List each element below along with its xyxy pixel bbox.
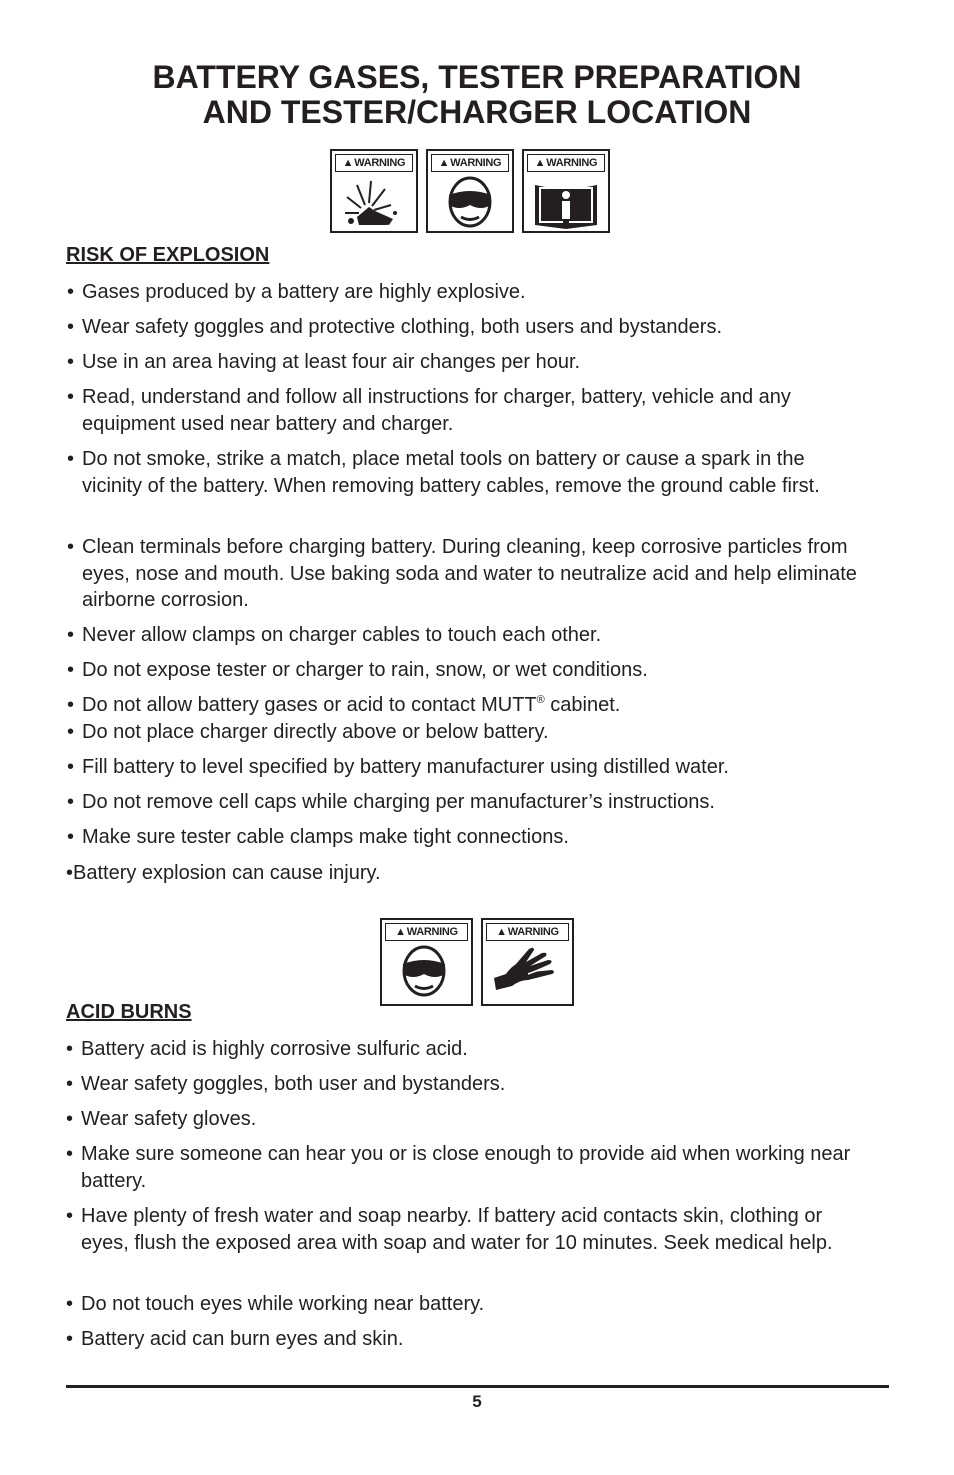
warning-label: WARNING [507, 926, 559, 938]
list-item: • Wear safety gloves. [66, 1106, 256, 1133]
list-item: • Make sure someone can hear you or is close enough to provide aid when working near battery. [66, 1141, 891, 1194]
registered-mark: ® [536, 694, 545, 706]
list-item: • Battery acid can burn eyes and skin. [66, 1326, 403, 1353]
list-item: • Do not place charger directly above or below battery. [66, 719, 549, 746]
list-item: • Do not touch eyes while working near battery. [66, 1291, 484, 1318]
safety-glove-icon [486, 944, 564, 998]
safety-goggles-icon [385, 944, 463, 998]
list-item: • Do not remove cell caps while charging per manufacturer’s instructions. [66, 789, 715, 816]
list-item: • Gases produced by a battery are highly explosive. [66, 279, 526, 306]
warning-triangle-icon: ▲ [438, 157, 450, 169]
title-line-1: BATTERY GASES, TESTER PREPARATION [152, 59, 802, 95]
list-item-mutt: • Do not allow battery gases or acid to contact MUTT® cabinet. [66, 692, 620, 719]
explosion-icon [335, 175, 413, 229]
list-item: • Never allow clamps on charger cables to touch each other. [66, 622, 601, 649]
warning-label: WARNING [406, 926, 458, 938]
warning-icons-middle [380, 918, 574, 1006]
page-number: 5 [472, 1392, 482, 1411]
warning-triangle-icon: ▲ [496, 926, 507, 938]
acid-burns-heading: ACID BURNS [66, 1001, 192, 1023]
page-title [0, 60, 954, 130]
warning-label: WARNING [450, 157, 502, 169]
warning-manual-symbol [522, 149, 610, 233]
warning-icons-top [330, 149, 610, 233]
read-manual-icon [527, 175, 605, 229]
list-item: • Clean terminals before charging battery. During cleaning, keep corrosive particles from eyes, nose and mouth. Use baking soda and water to neutralize acid and help eliminate airborne corrosion. [66, 534, 862, 614]
list-item: • Make sure tester cable clamps make tight connections. [66, 824, 569, 851]
warning-triangle-icon: ▲ [342, 157, 354, 169]
list-item: • Use in an area having at least four air changes per hour. [66, 349, 580, 376]
list-item: • Read, understand and follow all instructions for charger, battery, vehicle and any equipment used near battery and charger. [66, 384, 842, 437]
list-item: • Fill battery to level specified by battery manufacturer using distilled water. [66, 754, 729, 781]
warning-goggles-symbol [380, 918, 473, 1006]
title-line-2: AND TESTER/CHARGER LOCATION [202, 94, 752, 130]
warning-label: WARNING [546, 157, 598, 169]
explosion-closing-statement: •Battery explosion can cause injury. [66, 862, 381, 884]
warning-goggles-symbol [426, 149, 514, 233]
list-item: • Do not smoke, strike a match, place metal tools on battery or cause a spark in the vicinity of the battery. When removing battery cables, remove the ground cable first. [66, 446, 842, 499]
warning-label: WARNING [354, 157, 406, 169]
warning-triangle-icon: ▲ [534, 157, 546, 169]
list-item: • Wear safety goggles, both user and bystanders. [66, 1071, 505, 1098]
list-item: • Do not expose tester or charger to rain, snow, or wet conditions. [66, 657, 648, 684]
footer-rule [66, 1385, 889, 1388]
safety-goggles-icon [431, 175, 509, 229]
warning-explosion-symbol [330, 149, 418, 233]
list-item: • Have plenty of fresh water and soap nearby. If battery acid contacts skin, clothing or eyes, flush the exposed area with soap and water for 10 minutes. Seek medical help. [66, 1203, 851, 1256]
warning-glove-symbol [481, 918, 574, 1006]
risk-of-explosion-heading: RISK OF EXPLOSION [66, 244, 270, 266]
warning-triangle-icon: ▲ [395, 926, 406, 938]
list-item: • Wear safety goggles and protective clothing, both users and bystanders. [66, 314, 722, 341]
list-item: • Battery acid is highly corrosive sulfuric acid. [66, 1036, 468, 1063]
